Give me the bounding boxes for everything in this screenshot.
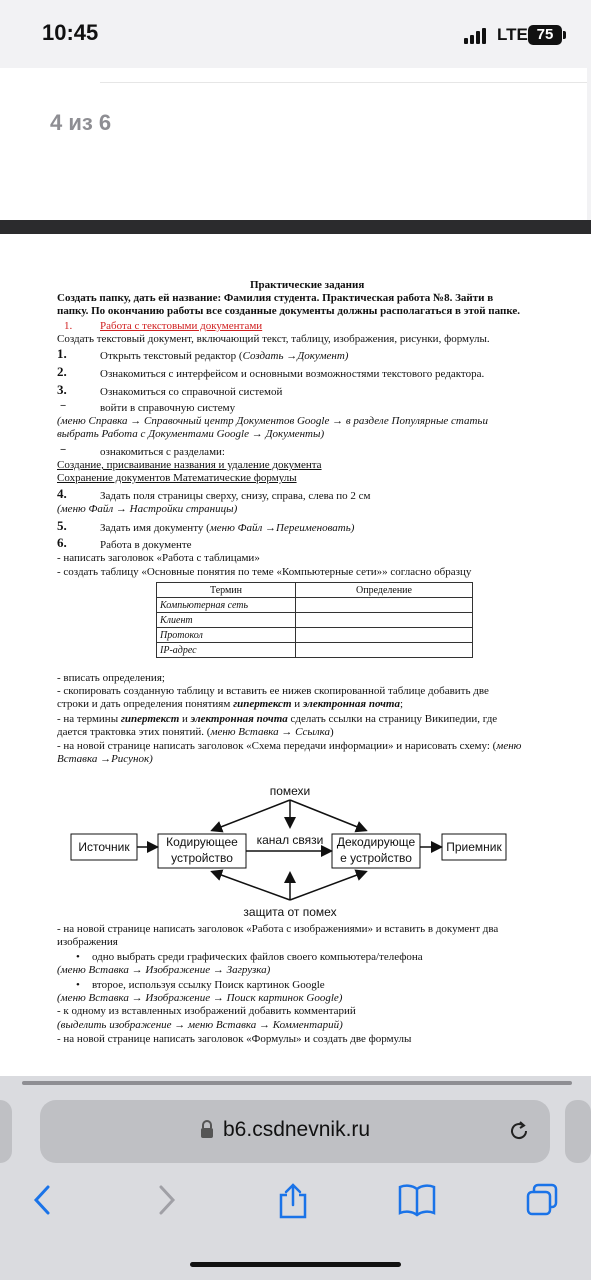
table-cell-empty [296, 643, 473, 658]
table-cell-empty [296, 613, 473, 628]
back-icon[interactable] [30, 1183, 54, 1217]
img-text-7: - к одному из вставленных изображений добавить комментарий [57, 1005, 356, 1017]
img-text-9: - на новой странице написать заголовок «Формулы» и создать две формулы [57, 1033, 412, 1045]
img-text-4: (меню Вставка → Изображение → Загрузка) [57, 964, 271, 976]
step-6b-text: - создать таблицу «Основные понятия по теме «Компьютерные сети»» согласно образцу [57, 566, 472, 578]
url-text: b6.csdnevnik.ru [223, 1118, 371, 1141]
address-bar[interactable] [40, 1100, 550, 1163]
table-cell: IP-адрес [157, 643, 296, 658]
doc-intro-2: папку. По окончанию работы все созданные документы должны располагаться в этой папке. [57, 305, 521, 317]
img-text-8: (выделить изображение → меню Вставка → Комментарий) [57, 1019, 343, 1031]
table-row [157, 613, 473, 628]
section-title: Работа с текстовыми документами [100, 320, 263, 332]
table-cell-empty [296, 598, 473, 613]
decoder-label-1: Декодирующе [336, 835, 416, 849]
receiver-label: Приемник [446, 840, 502, 854]
forward-icon[interactable] [155, 1183, 179, 1217]
network-type: LTE [497, 25, 528, 44]
after-text-2: - скопировать созданную таблицу и вставить ее нижев скопированной таблице добавить две [57, 685, 489, 697]
table-header: Определение [296, 583, 473, 598]
encoder-label-2: устройство [171, 851, 233, 865]
step-6-number: 6. [57, 535, 67, 550]
step-3a-text: войти в справочную систему [100, 402, 236, 414]
table-row [157, 628, 473, 643]
after-text-6: - на новой странице написать заголовок «Схема передачи информации» и нарисовать схему: (меню [57, 740, 522, 752]
after-text-3: строки и дать определения понятиям гипертекст и электронная почта; [57, 698, 404, 710]
step-2-number: 2. [57, 364, 67, 379]
battery-tip [563, 31, 566, 39]
step-4-number: 4. [57, 486, 67, 501]
page-indicator: 4 из 6 [50, 110, 112, 135]
doc-heading: Практические задания [250, 279, 365, 291]
bullet-marker: • [76, 951, 80, 963]
table-cell-empty [296, 628, 473, 643]
step-6-text: Работа в документе [100, 539, 192, 551]
section-number: 1. [64, 320, 73, 332]
table-header-row [157, 583, 473, 598]
table-header: Термин [157, 583, 296, 598]
img-text-3: одно выбрать среди графических файлов своего компьютера/телефона [92, 951, 423, 963]
step-3-number: 3. [57, 382, 67, 397]
step-5-text: Задать имя документу (меню Файл →Переименовать) [100, 522, 355, 534]
step-1-text: Открыть текстовый редактор (Создать →Документ) [100, 350, 349, 362]
source-label: Источник [78, 840, 130, 854]
after-text-1: - вписать определения; [57, 672, 165, 684]
tabs-icon[interactable] [525, 1183, 559, 1217]
table-cell: Клиент [157, 613, 296, 628]
table-row [157, 643, 473, 658]
step-1-number: 1. [57, 346, 67, 361]
battery-icon: 75 [528, 25, 562, 45]
page-separator [0, 220, 591, 234]
step-6a-text: - написать заголовок «Работа с таблицами» [57, 552, 260, 564]
step-2-text: Ознакомиться с интерфейсом и основными возможностями текстового редактора. [100, 368, 485, 380]
step-3a-path-2: выбрать Работа с Документами Google → Документы) [57, 428, 325, 440]
section-desc: Создать текстовый документ, включающий текст, таблицу, изображения, рисунки, формулы. [57, 333, 490, 345]
share-icon[interactable] [277, 1183, 309, 1219]
decoder-label-2: е устройство [340, 851, 412, 865]
img-text-1: - на новой странице написать заголовок «Работа с изображениями» и вставить в документ два [57, 923, 499, 935]
previous-tab-peek[interactable] [0, 1100, 12, 1163]
lock-icon [200, 1120, 214, 1138]
previous-page-strip [100, 68, 587, 83]
step-3a-path-1: (меню Справка → Справочный центр Документов Google → в разделе Популярные статьи [57, 415, 488, 427]
home-indicator[interactable] [190, 1262, 401, 1267]
document-page[interactable] [0, 234, 591, 1076]
transmission-scheme [65, 782, 515, 922]
dash-marker: − [60, 400, 67, 412]
step-5-number: 5. [57, 518, 67, 533]
step-4-path: (меню Файл → Настройки страницы) [57, 503, 238, 515]
step-3b-text: ознакомиться с разделами: [100, 446, 225, 458]
step-3-text: Ознакомиться со справочной системой [100, 386, 283, 398]
noise-label: помехи [269, 784, 311, 798]
encoder-label-1: Кодирующее [166, 835, 238, 849]
channel-label: канал связи [256, 833, 324, 847]
signal-icon [464, 28, 490, 44]
img-text-6: (меню Вставка → Изображение → Поиск картинок Google) [57, 992, 343, 1004]
reload-icon[interactable] [507, 1119, 531, 1143]
scroll-indicator[interactable] [22, 1081, 572, 1085]
bookmarks-icon[interactable] [398, 1183, 436, 1217]
table-row [157, 598, 473, 613]
protection-label: защита от помех [243, 905, 337, 919]
step-4-text: Задать поля страницы сверху, снизу, справа, слева по 2 см [100, 490, 371, 502]
table-cell: Компьютерная сеть [157, 598, 296, 613]
table-cell: Протокол [157, 628, 296, 643]
terms-table [156, 582, 473, 658]
help-link-1[interactable]: Создание, присваивание названия и удаление документа [57, 459, 322, 471]
img-text-2: изображения [57, 936, 118, 948]
next-tab-peek[interactable] [565, 1100, 591, 1163]
clock: 10:45 [42, 20, 99, 45]
after-text-5: дается трактовка этих понятий. (меню Вставка → Ссылка) [57, 726, 334, 738]
after-text-7: Вставка →Рисунок) [57, 753, 153, 765]
doc-intro-1: Создать папку, дать ей название: Фамилия студента. Практическая работа №8. Зайти в [57, 292, 494, 304]
dash-marker: − [60, 444, 67, 456]
status-bar [0, 0, 591, 68]
img-text-5: второе, используя ссылку Поиск картинок Google [92, 979, 325, 991]
help-link-2[interactable]: Сохранение документов Математические формулы [57, 472, 297, 484]
previous-page-fragment [0, 68, 587, 220]
bullet-marker: • [76, 979, 80, 991]
after-text-4: - на термины гипертекст и электронная почта сделать ссылки на страницу Википедии, где [57, 713, 498, 725]
